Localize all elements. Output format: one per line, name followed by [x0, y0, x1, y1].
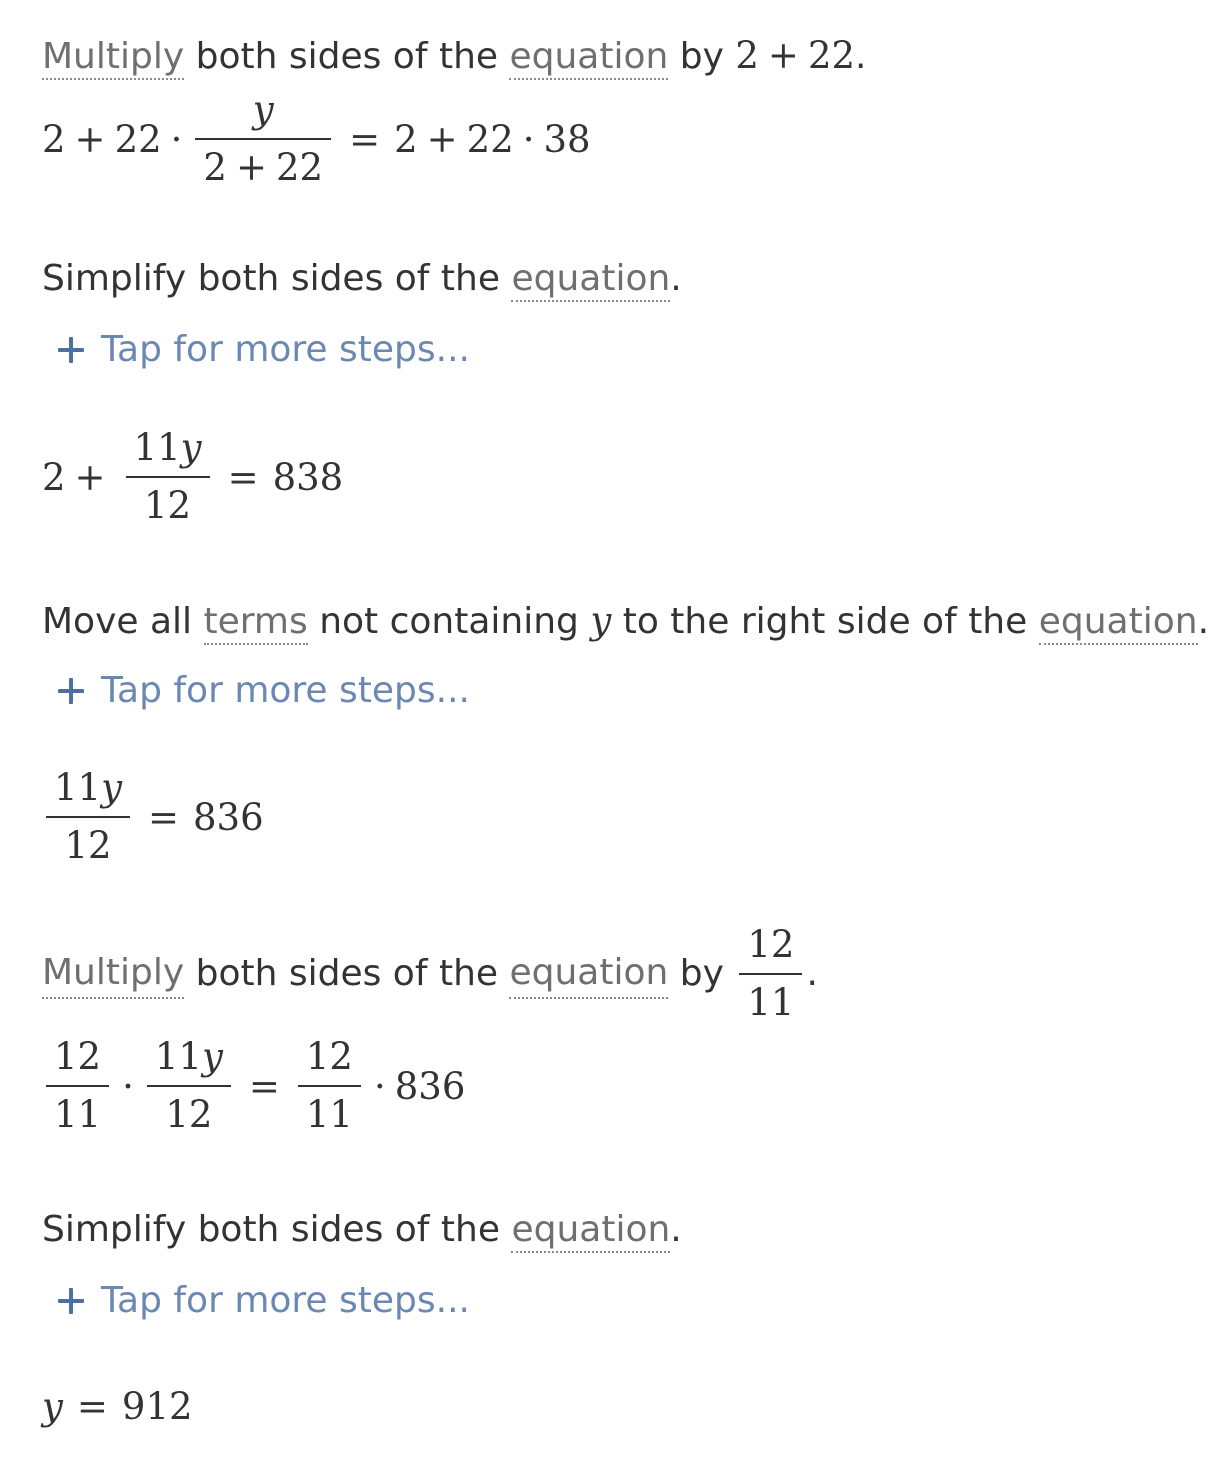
- step-1-instruction: [42, 33, 866, 80]
- inline-math: 2 + 22: [735, 34, 856, 77]
- tap-label: Tap for more steps...: [101, 670, 470, 711]
- instruction-text: to the right side of the: [611, 601, 1039, 642]
- math-operator: +: [74, 455, 106, 499]
- term-link-equation[interactable]: equation: [509, 36, 668, 80]
- instruction-text: Simplify both sides of the: [42, 258, 512, 299]
- fraction-numerator: 11y: [133, 426, 202, 469]
- fraction: [735, 925, 806, 1023]
- term-link-equation[interactable]: equation: [511, 258, 670, 302]
- fraction-denominator: 12: [165, 1093, 213, 1136]
- fraction: [294, 1037, 365, 1135]
- step-3-instruction: [42, 598, 1209, 645]
- step-1-equation: [42, 90, 591, 188]
- fraction: [143, 1037, 235, 1135]
- math-operator: +: [426, 117, 458, 161]
- term-link-multiply[interactable]: Multiply: [42, 36, 184, 80]
- term-link-equation[interactable]: equation: [509, 950, 668, 999]
- fraction-numerator: 12: [747, 923, 795, 966]
- math-number: 2: [42, 117, 66, 161]
- instruction-text: Simplify both sides of the: [42, 1209, 512, 1250]
- step-2-instruction: [42, 256, 682, 302]
- fraction-denominator: 11: [54, 1093, 102, 1136]
- math-equals: =: [349, 117, 381, 161]
- fraction-denominator: 11: [305, 1093, 353, 1136]
- fraction-denominator: 12: [64, 824, 112, 867]
- fraction-numerator: 11y: [54, 766, 122, 809]
- math-operator: ·: [122, 1064, 134, 1108]
- tap-for-more-steps-button[interactable]: [58, 668, 470, 714]
- math-operator: +: [74, 117, 106, 161]
- inline-variable: y: [590, 599, 612, 642]
- math-number: 2: [394, 117, 418, 161]
- math-operator: ·: [522, 117, 535, 161]
- math-number: 38: [543, 117, 591, 161]
- fraction-numerator: 11y: [154, 1035, 223, 1078]
- math-equals: =: [76, 1385, 108, 1428]
- fraction-denominator: 12: [144, 484, 192, 527]
- term-link-equation[interactable]: equation: [1039, 601, 1198, 645]
- fraction: [42, 1037, 113, 1135]
- step-3-equation: [42, 768, 264, 866]
- math-equals: =: [248, 1064, 280, 1108]
- step-4-equation: [42, 1037, 465, 1135]
- math-number: 22: [466, 117, 514, 161]
- period: .: [670, 1209, 682, 1250]
- instruction-text: by: [668, 36, 736, 77]
- fraction-denominator: 2 + 22: [203, 146, 324, 189]
- step-2-equation: [42, 428, 343, 526]
- plus-icon: [58, 678, 84, 704]
- math-number: 836: [394, 1064, 466, 1108]
- fraction: [191, 90, 335, 188]
- term-link-multiply[interactable]: Multiply: [42, 950, 184, 999]
- tap-for-more-steps-button[interactable]: [58, 327, 470, 373]
- period: .: [670, 258, 682, 299]
- math-variable: y: [42, 1385, 63, 1428]
- plus-icon: [58, 1288, 84, 1314]
- math-operator: ·: [373, 1064, 386, 1108]
- instruction-text: not containing: [307, 601, 591, 642]
- math-equals: =: [227, 455, 259, 499]
- math-number: 912: [121, 1385, 193, 1428]
- math-operator: ·: [170, 117, 183, 161]
- instruction-text: both sides of the: [184, 953, 510, 994]
- math-equals: =: [148, 795, 180, 839]
- plus-icon: [58, 337, 84, 363]
- fraction-denominator: 11: [747, 981, 795, 1024]
- tap-for-more-steps-button[interactable]: [58, 1278, 470, 1324]
- fraction-numerator: y: [252, 88, 274, 131]
- fraction-numerator: 12: [54, 1035, 102, 1078]
- step-4-instruction: [42, 925, 818, 1023]
- math-number: 22: [114, 117, 162, 161]
- fraction: [122, 428, 214, 526]
- instruction-text: by: [668, 953, 736, 994]
- step-5-equation: [42, 1385, 193, 1428]
- math-number: 836: [193, 795, 264, 839]
- math-number: 838: [272, 455, 344, 499]
- term-link-equation[interactable]: equation: [511, 1209, 670, 1253]
- period: .: [1197, 601, 1210, 642]
- period: .: [806, 953, 818, 994]
- math-number: 2: [42, 455, 66, 499]
- tap-label: Tap for more steps...: [101, 329, 470, 370]
- term-link-terms[interactable]: terms: [204, 601, 308, 645]
- period: .: [855, 36, 867, 77]
- instruction-text: both sides of the: [184, 36, 510, 77]
- fraction-numerator: 12: [305, 1035, 353, 1078]
- instruction-text: Move all: [42, 601, 204, 642]
- fraction: [42, 768, 134, 866]
- step-5-instruction: [42, 1207, 682, 1253]
- tap-label: Tap for more steps...: [101, 1280, 470, 1321]
